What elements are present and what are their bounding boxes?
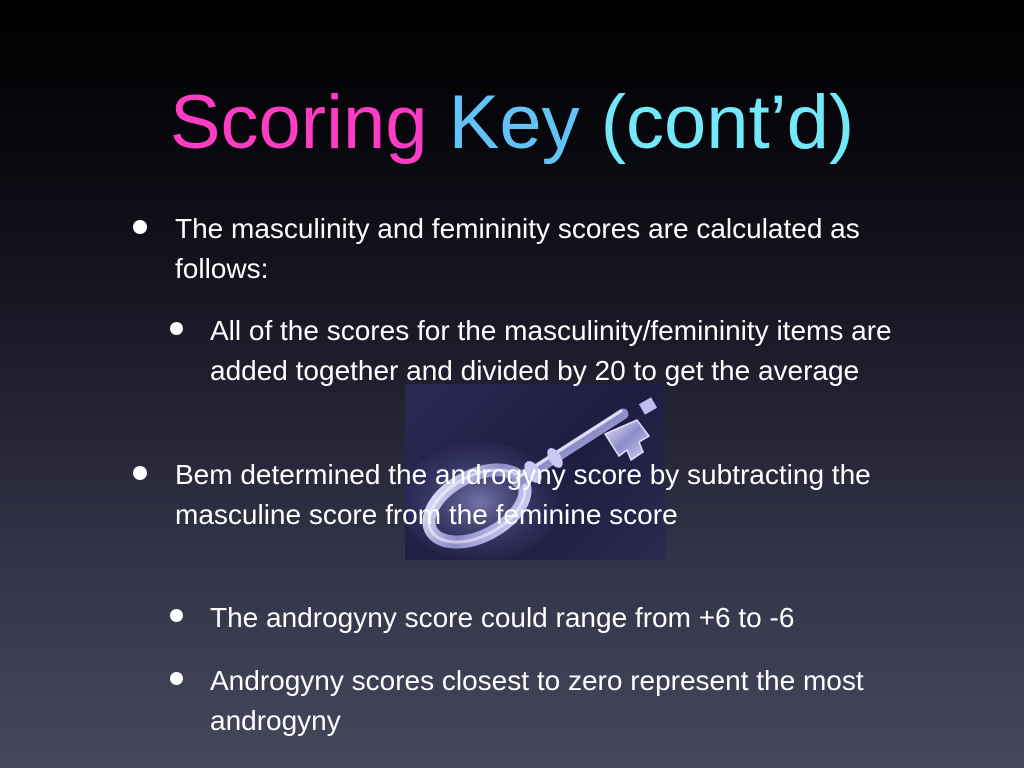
bullet-text: All of the scores for the masculinity/femininity items are added together and divided by 20 to get the average xyxy=(210,315,892,386)
title-word-contd: (cont’d) xyxy=(600,80,855,165)
bullet-text: Bem determined the androgyny score by subtracting the masculine score from the feminine score xyxy=(175,459,871,530)
bullet-text: Androgyny scores closest to zero represent the most androgyny xyxy=(210,665,864,736)
bullet-text: The masculinity and femininity scores are calculated as follows: xyxy=(175,213,860,284)
bullet-item xyxy=(175,209,945,289)
bullet-dot xyxy=(170,322,183,335)
title-word-key: Key xyxy=(448,80,580,165)
bullet-dot xyxy=(133,220,147,234)
bullet-dot xyxy=(170,609,183,622)
title-word-scoring: Scoring xyxy=(169,80,428,165)
bullet-dot xyxy=(170,672,183,685)
sub-bullet-item xyxy=(210,661,930,741)
bullet-dot xyxy=(133,466,147,480)
sub-bullet-item xyxy=(210,598,930,638)
bullet-item xyxy=(175,455,945,535)
bullet-text: The androgyny score could range from +6 to -6 xyxy=(210,602,795,633)
sub-bullet-item xyxy=(210,311,930,391)
